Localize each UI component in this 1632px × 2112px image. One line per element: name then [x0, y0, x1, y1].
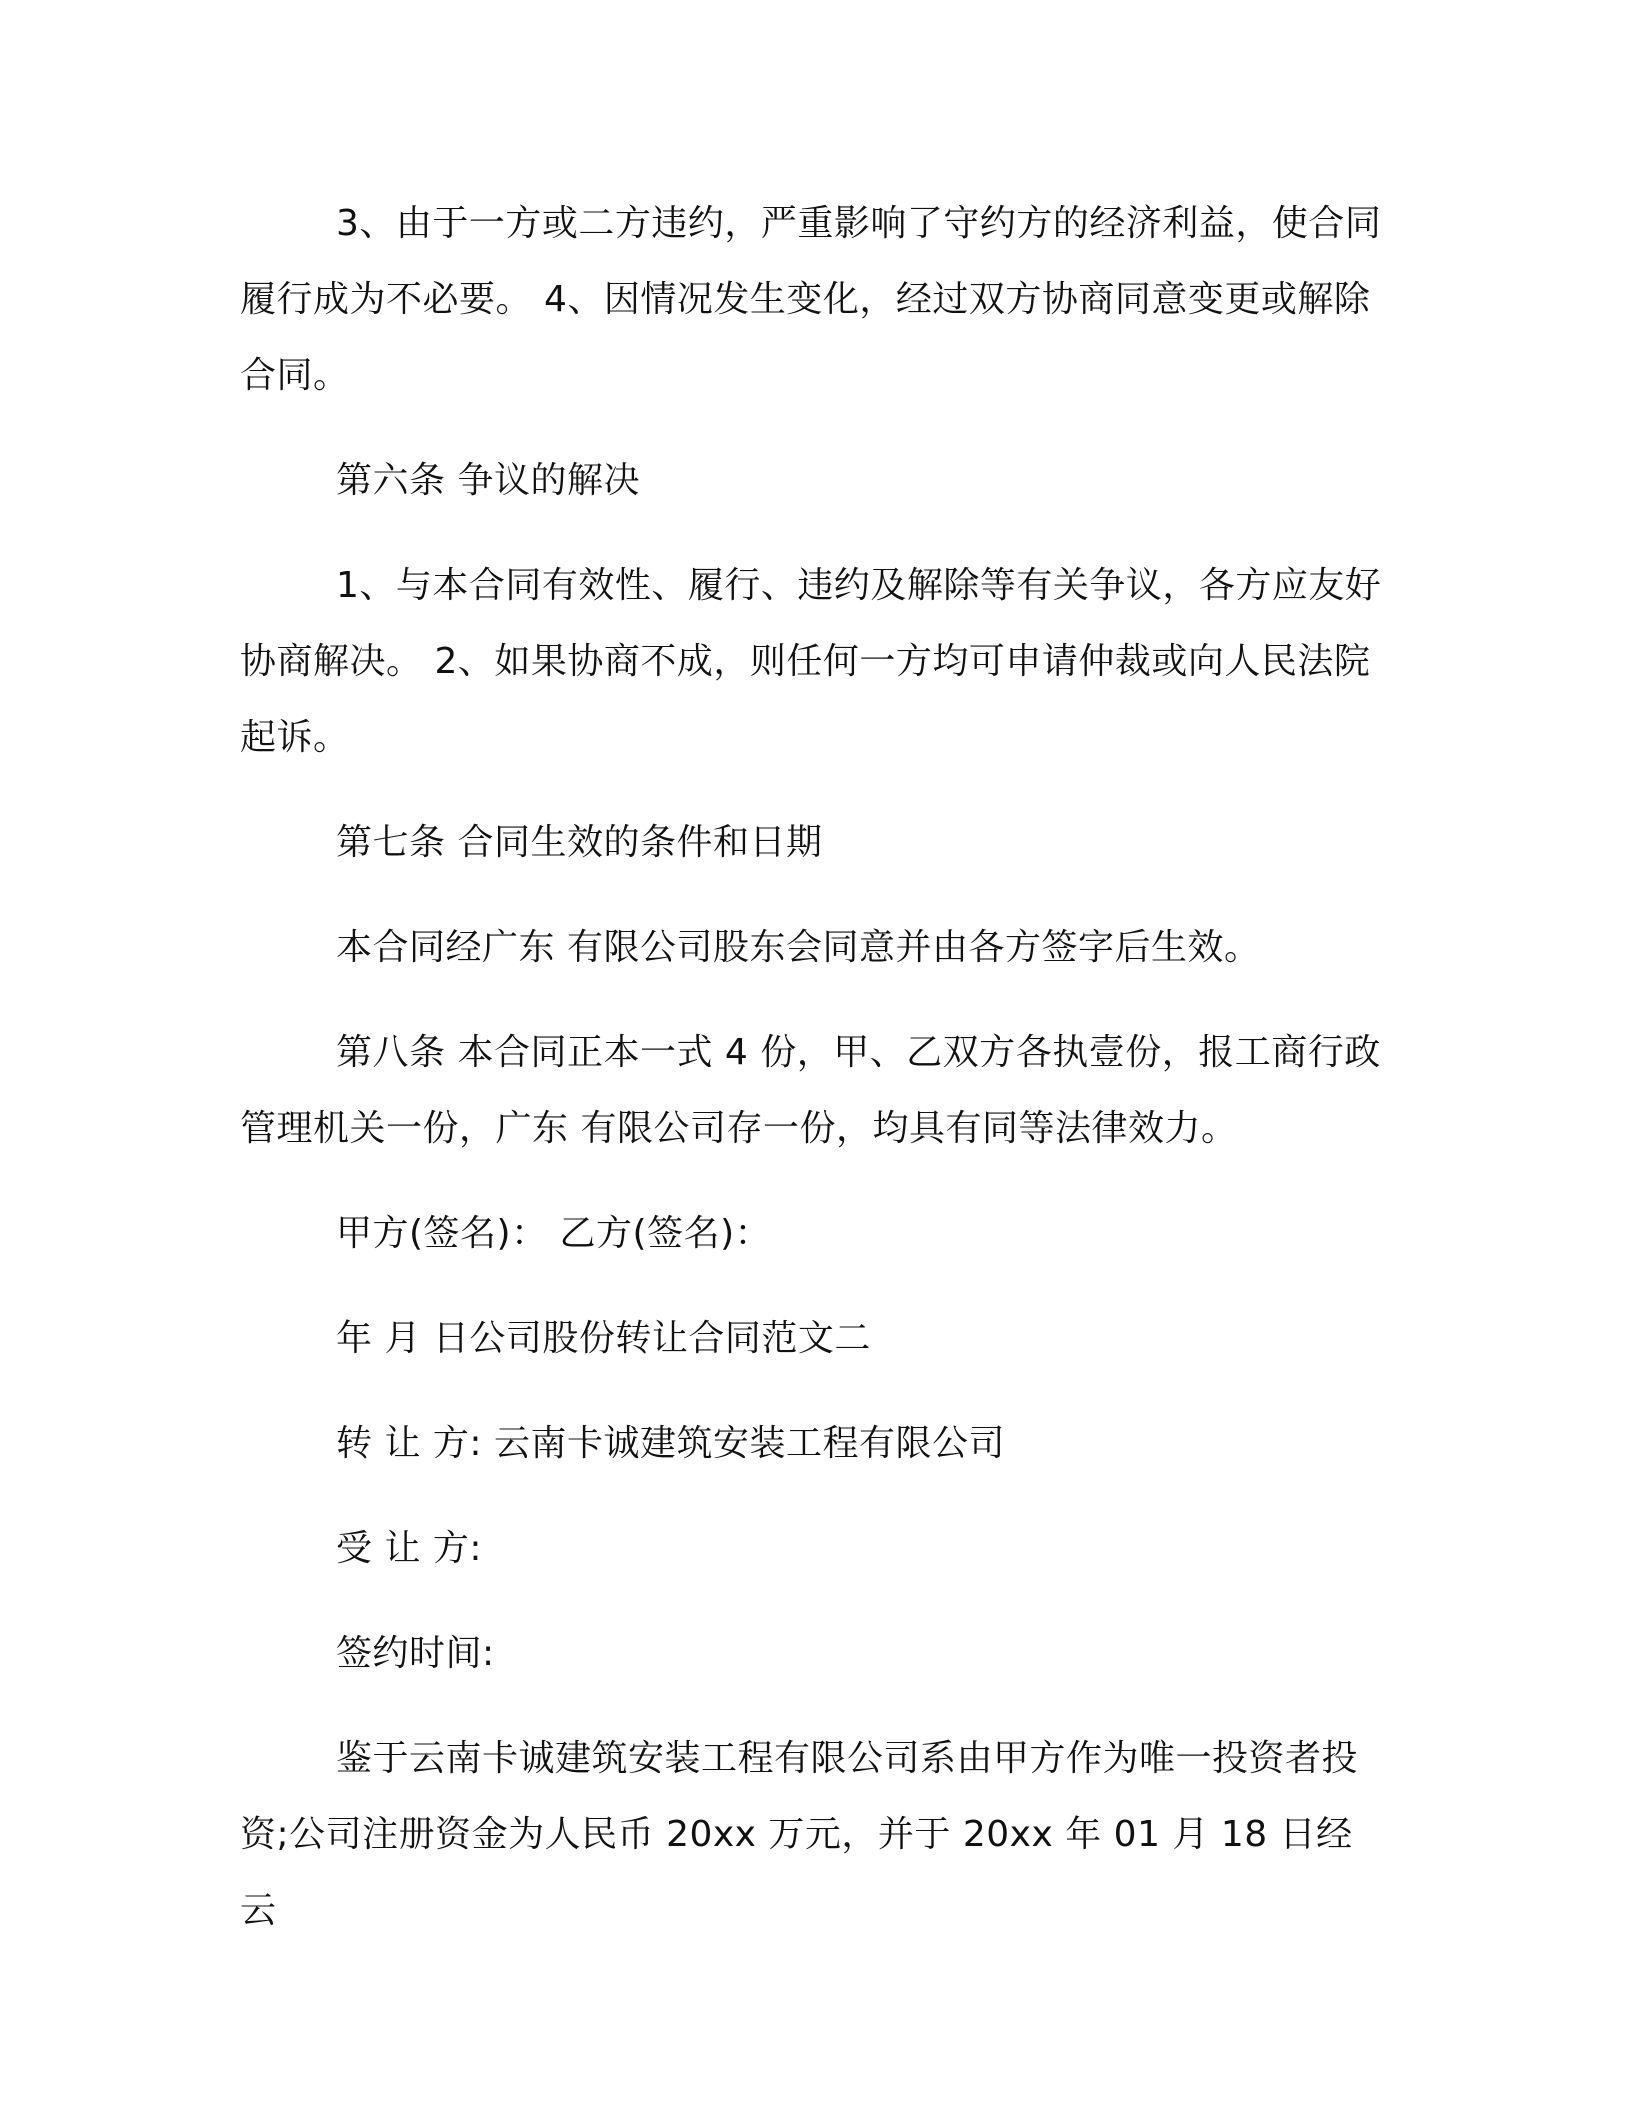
- signing-time-line: 签约时间:: [336, 1633, 495, 1674]
- signature-line: 甲方(签名)： 乙方(签名)：: [336, 1213, 772, 1254]
- transferor-line: 转 让 方: 云南卡诚建筑安装工程有限公司: [336, 1423, 1005, 1464]
- article-8: 第八条 本合同正本一式 4 份，甲、乙双方各执壹份，报工商行政管理机关一份，广东 有限公司存一份，均具有同等法律效力。: [240, 1032, 1381, 1149]
- clause-5-items-3-4: 3、由于一方或二方违约，严重影响了守约方的经济利益，使合同履行成为不必要。 4、因情况发生变化，经过双方协商同意变更或解除合同。: [240, 203, 1382, 396]
- article-7-heading: 第七条 合同生效的条件和日期: [336, 822, 823, 863]
- date-and-title-line: 年 月 日公司股份转让合同范文二: [336, 1318, 871, 1359]
- article-7-body: 本合同经广东 有限公司股东会同意并由各方签字后生效。: [336, 927, 1261, 968]
- transferee-line: 受 让 方:: [336, 1528, 483, 1569]
- recital-paragraph: 鉴于云南卡诚建筑安装工程有限公司系由甲方作为唯一投资者投资;公司注册资金为人民币 20xx 万元，并于 20xx 年 01 月 18 日经云: [240, 1738, 1359, 1931]
- document-body: [240, 186, 1388, 1978]
- article-6-heading: 第六条 争议的解决: [336, 460, 640, 501]
- article-6-items: 1、与本合同有效性、履行、违约及解除等有关争议，各方应友好协商解决。 2、如果协商不成，则任何一方均可申请仲裁或向人民法院起诉。: [240, 565, 1382, 758]
